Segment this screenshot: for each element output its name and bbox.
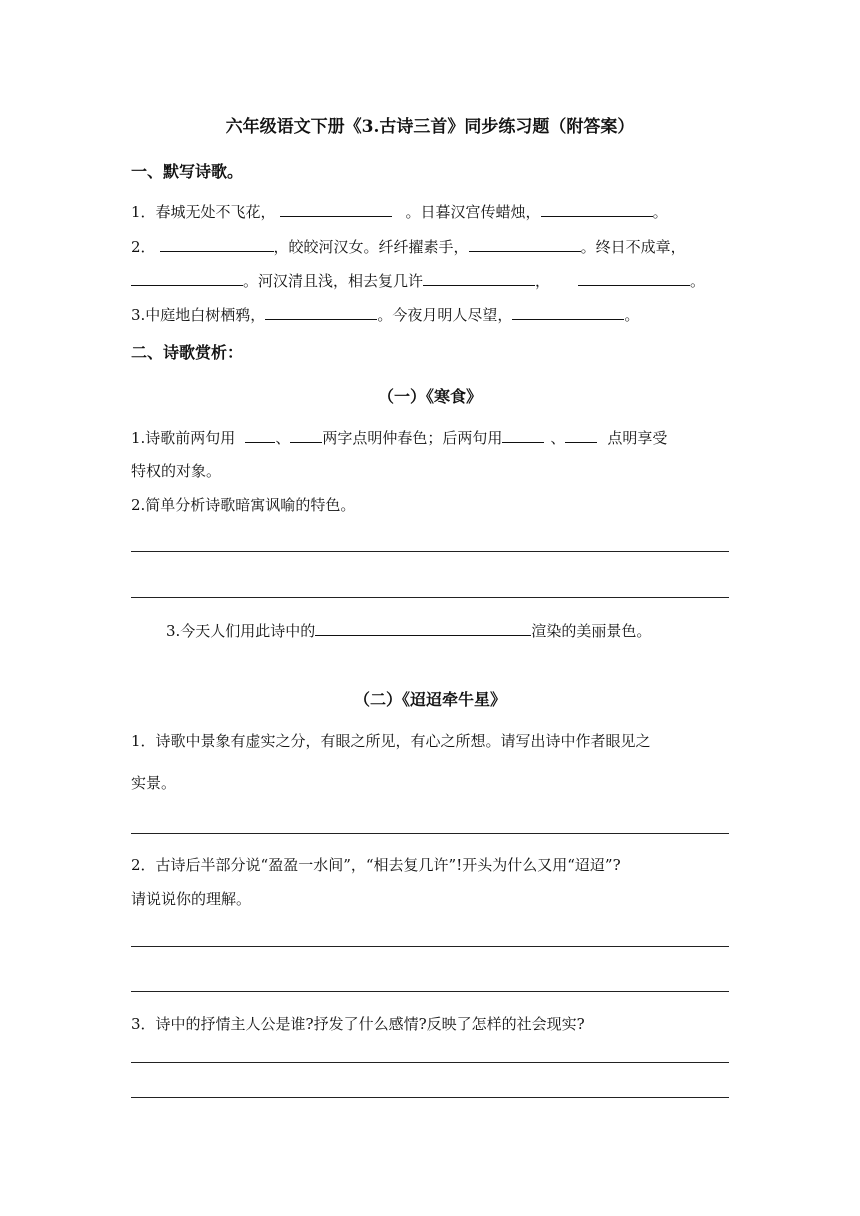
hanshi-q1-sep1: 、 bbox=[275, 429, 291, 447]
qianniu-q3: 3．诗中的抒情主人公是谁?抒发了什么感情?反映了怎样的社会现实? bbox=[131, 1015, 585, 1033]
q3-text-c: 。 bbox=[624, 306, 640, 324]
blank[interactable] bbox=[290, 427, 322, 443]
blank[interactable] bbox=[423, 270, 535, 286]
hanshi-q1-text-a: 1.诗歌前两句用 bbox=[131, 429, 236, 447]
q2-text-d: 。河汉清且浅，相去复几许 bbox=[243, 272, 424, 290]
q1-text-c: 。 bbox=[652, 203, 668, 221]
dictation-q2-line2 bbox=[131, 270, 705, 291]
part-2-title: （二）《迢迢牵牛星》 bbox=[353, 690, 506, 709]
qianniu-q2-line1: 2．古诗后半部分说“盈盈一水间”，“相去复几许”!开头为什么又用“迢迢”? bbox=[131, 856, 621, 874]
q3-text-a: 3.中庭地白树栖鸦， bbox=[131, 306, 266, 324]
blank[interactable] bbox=[469, 236, 581, 252]
q3-text-b: 。今夜月明人尽望， bbox=[377, 306, 513, 324]
answer-line[interactable] bbox=[131, 833, 729, 834]
answer-line[interactable] bbox=[131, 1097, 729, 1098]
hanshi-q2: 2.简单分析诗歌暗寓讽喻的特色。 bbox=[131, 496, 356, 514]
qianniu-q1-line1: 1．诗歌中景象有虚实之分，有眼之所见，有心之所想。请写出诗中作者眼见之 bbox=[131, 732, 651, 750]
blank[interactable] bbox=[502, 427, 544, 443]
blank[interactable] bbox=[512, 304, 624, 320]
section-2-heading: 二、诗歌赏析： bbox=[131, 343, 244, 362]
blank[interactable] bbox=[160, 236, 274, 252]
q1-text-b: 。日暮汉宫传蜡烛， bbox=[405, 203, 541, 221]
blank[interactable] bbox=[315, 620, 531, 636]
blank[interactable] bbox=[565, 427, 597, 443]
section-1-heading: 一、默写诗歌。 bbox=[131, 162, 244, 181]
blank[interactable] bbox=[265, 304, 377, 320]
answer-line[interactable] bbox=[131, 946, 729, 947]
q2-text-e: ， bbox=[535, 272, 551, 290]
answer-line[interactable] bbox=[131, 1062, 729, 1063]
qianniu-q2-line2: 请说说你的理解。 bbox=[131, 890, 252, 908]
hanshi-q1-text-b: 两字点明仲春色；后两句用 bbox=[322, 429, 503, 447]
blank[interactable] bbox=[578, 270, 690, 286]
hanshi-q1-text-c: 点明享受 bbox=[607, 429, 668, 447]
blank[interactable] bbox=[280, 201, 392, 217]
hanshi-q3 bbox=[166, 620, 651, 641]
part-1-title: （一）《寒食》 bbox=[377, 387, 482, 406]
hanshi-q1-line2: 特权的对象。 bbox=[131, 462, 222, 480]
hanshi-q3-text-b: 渲染的美丽景色。 bbox=[531, 622, 652, 640]
hanshi-q3-text-a: 3.今天人们用此诗中的 bbox=[166, 622, 316, 640]
dictation-q3 bbox=[131, 304, 639, 325]
qianniu-q1-line2: 实景。 bbox=[131, 774, 177, 792]
page-title: 六年级语文下册《3.古诗三首》同步练习题（附答案） bbox=[225, 117, 635, 137]
q2-text-b: ，皎皎河汉女。纤纤擢素手， bbox=[273, 238, 469, 256]
answer-line[interactable] bbox=[131, 597, 729, 598]
answer-line[interactable] bbox=[131, 551, 729, 552]
hanshi-q1-line1 bbox=[131, 427, 667, 448]
hanshi-q1-sep2: 、 bbox=[550, 429, 566, 447]
blank[interactable] bbox=[541, 201, 653, 217]
blank[interactable] bbox=[245, 427, 275, 443]
q2-text-f: 。 bbox=[690, 272, 706, 290]
dictation-q1 bbox=[131, 201, 668, 222]
q2-text-a: 2． bbox=[131, 238, 156, 256]
dictation-q2-line1 bbox=[131, 236, 686, 257]
answer-line[interactable] bbox=[131, 991, 729, 992]
q2-text-c: 。终日不成章， bbox=[580, 238, 686, 256]
blank[interactable] bbox=[131, 270, 243, 286]
q1-text-a: 1．春城无处不飞花， bbox=[131, 203, 276, 221]
